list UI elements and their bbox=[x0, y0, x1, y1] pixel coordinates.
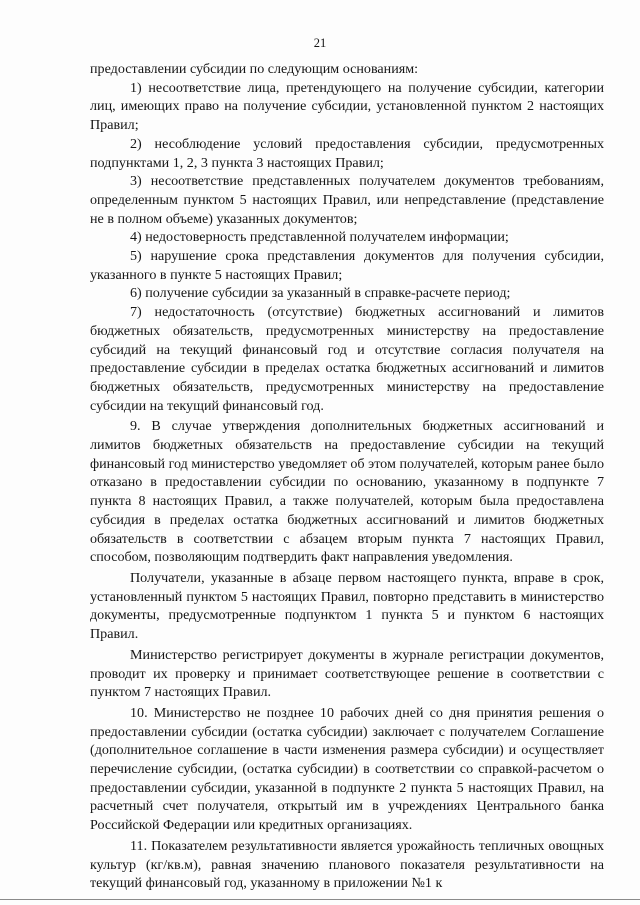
document-body bbox=[90, 60, 604, 893]
paragraph-section-9: 9. В случае утверждения дополнительных бюджетных ассигнований и лимитов бюджетных обязательств на предоставление субсидии на текущий финансовый год министерство уведомляет об этом получателей, которым ранее было отказано в предоставлении субсидии по основанию, указанному в подпункте 7 пункта 8 настоящих Правил, а также получателей, которым была предоставлена субсидия в пределах остатка бюджетных ассигнований и лимитов бюджетных обязательств в соответствии с абзацем вторым пункта 7 настоящих Правил, способом, позволяющим подтвердить факт направления уведомления. bbox=[90, 418, 604, 566]
paragraph-item-1: 1) несоответствие лица, претендующего на получение субсидии, категории лиц, имеющих право на получение субсидии, установленной пунктом 2 настоящих Правил; bbox=[90, 79, 604, 134]
paragraph-item-2: 2) несоблюдение условий предоставления субсидии, предусмотренных подпунктами 1, 2, 3 пункта 3 настоящих Правил; bbox=[90, 135, 604, 171]
paragraph-section-10: 10. Министерство не позднее 10 рабочих дней со дня принятия решения о предоставлении субсидии (остатка субсидии) заключает с получателем Соглашение (дополнительное соглашение в части изменения размера субсидии) и осуществляет перечисление субсидии, (остатка субсидии) в соответствии со справкой-расчетом о предоставлении субсидии, указанной в подпункте 2 пункта 5 настоящих Правил, на расчетный счет получателя, открытый им в учреждениях Центрального банка Российской Федерации или кредитных организациях. bbox=[90, 704, 604, 834]
paragraph-item-3: 3) несоответствие представленных получателем документов требованиям, определенным пунктом 5 настоящих Правил, или непредставление (представление не в полном объеме) указанных документов; bbox=[90, 173, 604, 227]
page-number: 21 bbox=[313, 36, 327, 50]
paragraph-item-4: 4) недостоверность представленной получателем информации; bbox=[130, 229, 509, 246]
scan-edge-line bbox=[0, 899, 640, 900]
paragraph-item-5: 5) нарушение срока представления документов для получения субсидии, указанного в пункте 5 настоящих Правил; bbox=[90, 248, 604, 283]
paragraph-section-9-recipients: Получатели, указанные в абзаце первом настоящего пункта, вправе в срок, установленный пунктом 5 настоящих Правил, повторно представить в министерство документы, предусмотренные подпунктом 1 пункта 5 и пунктом 6 настоящих Правил. bbox=[90, 569, 604, 643]
paragraph-continuation: предоставлении субсидии по следующим основаниям: bbox=[90, 61, 419, 77]
paragraph-item-7: 7) недостаточность (отсутствие) бюджетных ассигнований и лимитов бюджетных обязательств, предусмотренных министерству на предоставление субсидий на текущий финансовый год и отсутствие согласия получателя на предоставление субсидии в пределах остатка бюджетных ассигнований и лимитов бюджетных обязательств, предусмотренных министерству на предоставление субсидии на текущий финансовый год. bbox=[90, 304, 604, 414]
paragraph-section-11: 11. Показателем результативности является урожайность тепличных овощных культур (кг/кв.м), равная значению планового показателя результативности на текущий финансовый год, указанному в приложении №1 к bbox=[90, 837, 604, 892]
paragraph-item-6: 6) получение субсидии за указанный в справке-расчете период; bbox=[130, 285, 511, 302]
paragraph-section-9-registration: Министерство регистрирует документы в журнале регистрации документов, проводит их проверку и принимает соответствующее решение в соответствии с пунктом 7 настоящих Правил. bbox=[90, 646, 604, 701]
